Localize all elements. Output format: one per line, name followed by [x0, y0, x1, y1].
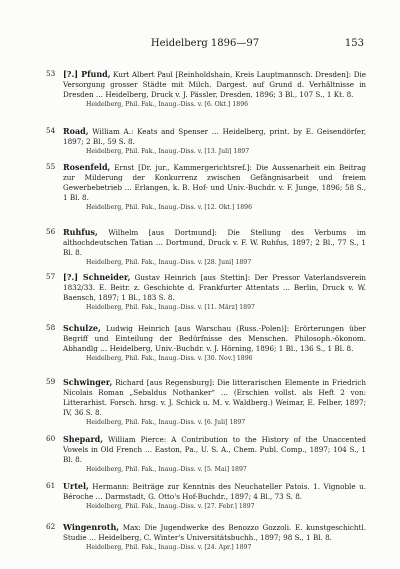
entry-text: Max: Die Jugendwerke des Benozzo Gozzoli. E. kunstgeschichtl. Studie … Heidelberg, C. Winter's Universitätsbuchh., 1897; 98 S., 1 Bl. 8.	[63, 523, 366, 542]
entry-diss: Heidelberg, Phil. Fak., Inaug.-Diss. v. [12. Okt.] 1896	[86, 204, 253, 211]
entry-name: Urtel,	[63, 481, 89, 491]
entry-body	[63, 377, 366, 418]
entry-number: 62	[46, 522, 56, 531]
entry-text: Kurt Albert Paul [Reinholdshain, Kreis Lauptmannsch. Dresden]: Die Versorgung grosser Städte mit Milch. Dargest. auf Grund d. Verhältnisse in Dresden … Heidelberg, Druck v. J. Pässler, Dresden, 1896; 3 Bl., 107 S., 1 Kt. 8.	[63, 70, 367, 99]
entry-number: 58	[46, 323, 56, 332]
entry-57	[46, 272, 366, 312]
entry-diss: Heidelberg, Phil. Fak., Inaug.-Diss. v. [30. Nov.] 1896	[86, 355, 253, 362]
entry-text: Ernst [Dr. jur., Kammergerichtsref.]: Die Aussenarbeit ein Beitrag zur Milderung der Konkurrenz zwischen Gefängnisarbeit und freiem Gewerbebetrieb … Erlangen, k. B. Hof- und Univ.-Buchdr. v. F. Junge, 1896; 58 S., 1 Bl. 8.	[63, 163, 366, 202]
entry-body	[63, 481, 366, 502]
entry-number: 55	[46, 162, 56, 171]
entry-62	[46, 522, 366, 552]
entry-name: Schwinger,	[63, 377, 113, 387]
entry-name: Rosenfeld,	[63, 162, 111, 172]
entry-body	[63, 323, 366, 354]
entry-name: Road,	[63, 126, 89, 136]
entry-58	[46, 323, 366, 363]
entry-name: Schulze,	[63, 323, 101, 333]
entry-diss: Heidelberg, Phil. Fak., Inaug.-Diss. v. [11. März] 1897	[86, 304, 255, 311]
entry-55	[46, 162, 366, 212]
entry-name: [?.] Schneider,	[63, 272, 131, 282]
entry-59	[46, 377, 366, 427]
entry-body	[63, 522, 366, 543]
entry-number: 56	[46, 227, 56, 236]
entry-body	[63, 434, 366, 465]
entry-name: Ruhfus,	[63, 227, 98, 237]
entry-54	[46, 126, 366, 156]
entry-body	[63, 126, 366, 147]
entry-body	[63, 272, 366, 303]
entry-body	[63, 162, 366, 203]
entry-text: William A.: Keats and Spenser … Heidelberg, print. by E. Geisendörfer, 1897; 2 Bl., 59 S. 8.	[63, 127, 366, 146]
entry-diss: Heidelberg, Phil. Fak., Inaug.-Diss. v. [13. Juli] 1897	[86, 148, 250, 155]
entry-number: 59	[46, 377, 56, 386]
entry-61	[46, 481, 366, 511]
entry-name: [?.] Pfund,	[63, 69, 111, 79]
entry-56	[46, 227, 366, 267]
entry-number: 57	[46, 272, 56, 281]
entry-text: Hermann: Beiträge zur Kenntnis des Neuchateller Patois. 1. Vignoble u. Béroche … Darmstadt, G. Otto's Hof-Buchdr., 1897; 4 Bl., 73 S. 8.	[63, 482, 366, 501]
entry-body	[63, 69, 366, 100]
entry-53	[46, 69, 366, 109]
running-head	[46, 37, 364, 51]
entry-name: Wingenroth,	[63, 522, 120, 532]
entry-text: Gustav Heinrich [aus Stettin]: Der Pressor Vaterlandsverein 1832/33. E. Beitr. z. Geschichte d. Frankfurter Attentats … Berlin, Druck v. W. Baensch, 1897; 1 Bl., 183 S. 8.	[63, 273, 366, 302]
entry-number: 61	[46, 481, 56, 490]
entry-number: 53	[46, 69, 56, 78]
running-head-title: Heidelberg 1896—97	[150, 38, 260, 49]
entry-text: Wilhelm [aus Dortmund]: Die Stellung des Verbums im althochdeutschen Tatian … Dortmund, Druck v. F. W. Ruhfus, 1897; 2 Bl., 77 S., 1 Bl. 8.	[63, 228, 366, 257]
entry-diss: Heidelberg, Phil. Fak., Inaug.-Diss. v. [5. Mai] 1897	[86, 466, 247, 473]
entry-number: 60	[46, 434, 56, 443]
entry-diss: Heidelberg, Phil. Fak., Inaug.-Diss. v. [24. Apr.] 1897	[86, 544, 252, 551]
entry-text: William Pierce: A Contribution to the History of the Unaccented Vowels in Old French … Easton, Pa., U. S. A., Chem. Publ. Comp., 1897; 104 S., 1 Bl. 8.	[63, 435, 366, 464]
entry-name: Shepard,	[63, 434, 104, 444]
entry-60	[46, 434, 366, 474]
entry-text: Ludwig Heinrich [aus Warschau (Russ.-Polen)]: Erörterungen über Begriff und Einteilung der Bedürfnisse des Menschen. Philosoph.-ökonom. Abhandlg … Heidelberg, Univ.-Buchdr. v. J. Hörning, 1896; 1 Bl., 136 S., 1 Bl. 8.	[63, 324, 366, 353]
entry-diss: Heidelberg, Phil. Fak., Inaug.-Diss. v. [6. Juli] 1897	[86, 419, 246, 426]
entry-diss: Heidelberg, Phil. Fak., Inaug.-Diss. v. [27. Febr.] 1897	[86, 503, 255, 510]
entry-diss: Heidelberg, Phil. Fak., Inaug.-Diss. v. [28. Juni] 1897	[86, 259, 252, 266]
entry-body	[63, 227, 366, 258]
entry-diss: Heidelberg, Phil. Fak., Inaug.-Diss. v. [6. Okt.] 1896	[86, 101, 249, 108]
entry-text: Richard [aus Regensburg]: Die litterarischen Elemente in Friedrich Nicolais Roman „Sebaldus Nothanker“ … (Erschien vollst. als Heft 2 von: Litterarhist. Forsch. hrsg. v. J. Schick u. M. v. Waldberg.) Weimar, E. Felber, 1897; IV, 36 S. 8.	[63, 378, 366, 417]
page-number: 153	[344, 38, 364, 49]
entry-number: 54	[46, 126, 56, 135]
